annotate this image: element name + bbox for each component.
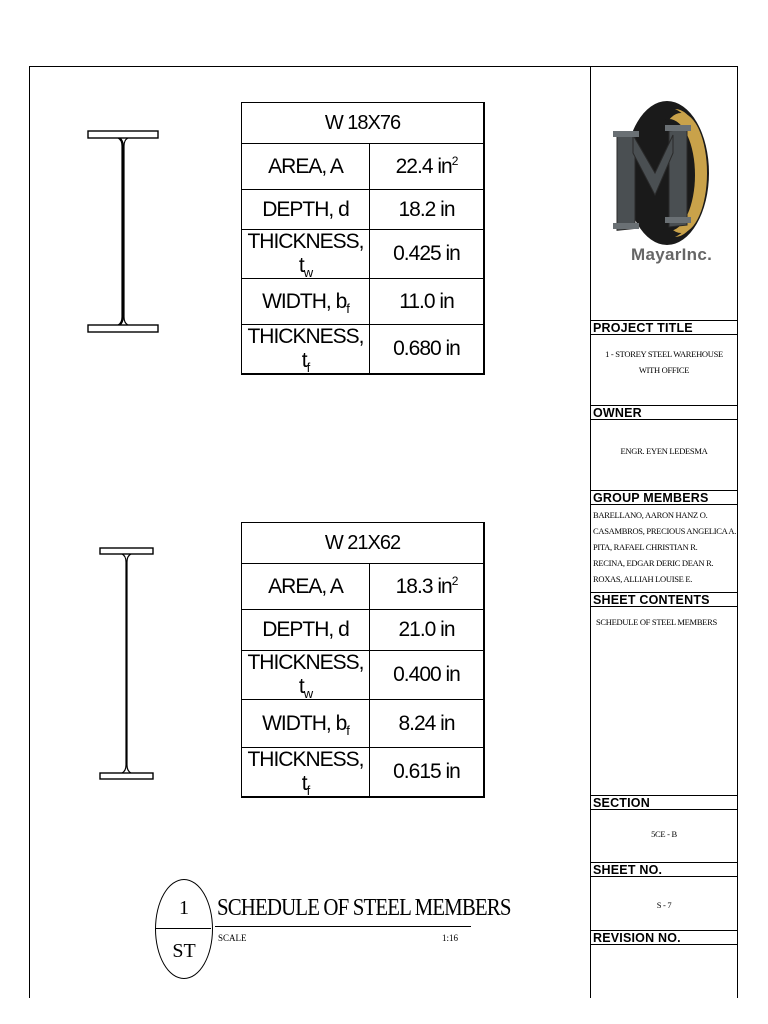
group-members-heading: GROUP MEMBERS bbox=[591, 490, 737, 505]
property-value: 18.3 $in^2$ bbox=[370, 564, 485, 610]
property-value: 21.0 in bbox=[370, 610, 485, 651]
group-member: RECINA, EDGAR DERIC DEAN R. bbox=[593, 558, 714, 568]
property-label: WIDTH, $b_f$ bbox=[242, 279, 370, 325]
section-value: 5CE - B bbox=[651, 829, 677, 839]
drawing-area bbox=[29, 67, 590, 998]
property-label: THICKNESS, $t_f$ bbox=[242, 748, 370, 798]
property-label: AREA, A bbox=[242, 144, 370, 190]
group-member: BARELLANO, AARON HANZ O. bbox=[593, 510, 708, 520]
property-label: AREA, A bbox=[242, 564, 370, 610]
project-title-line-2: WITH OFFICE bbox=[638, 365, 690, 375]
property-label: WIDTH, $b_f$ bbox=[242, 700, 370, 748]
property-label: THICKNESS, $t_w$ bbox=[242, 651, 370, 700]
drawing-title-underline bbox=[215, 926, 471, 927]
group-member: CASAMBROS, PRECIOUS ANGELICA A. bbox=[593, 526, 737, 536]
property-label: DEPTH, d bbox=[242, 610, 370, 651]
scale-value: 1:16 bbox=[442, 933, 459, 943]
logo-emblem-icon bbox=[611, 95, 715, 245]
property-value: 18.2 in bbox=[370, 190, 485, 230]
drawing-mark-divider bbox=[155, 928, 211, 929]
property-label: DEPTH, d bbox=[242, 190, 370, 230]
sheet-no-heading: SHEET NO. bbox=[591, 862, 737, 877]
section-table-2 bbox=[241, 522, 485, 798]
property-value: 0.425 in bbox=[370, 230, 485, 279]
property-label: THICKNESS, $t_w$ bbox=[242, 230, 370, 279]
drawing-mark-circle bbox=[155, 879, 213, 979]
property-label: THICKNESS, $t_f$ bbox=[242, 325, 370, 375]
owner-heading: OWNER bbox=[591, 405, 737, 420]
project-title-heading: PROJECT TITLE bbox=[591, 320, 737, 335]
company-name: MayarInc. bbox=[631, 245, 713, 264]
w-beam-profile-1 bbox=[87, 130, 159, 335]
drawing-mark-number: 1 bbox=[179, 897, 189, 919]
drawing-mark-sheet-code: ST bbox=[172, 940, 196, 962]
sheet-no-value: S - 7 bbox=[656, 900, 672, 910]
property-value: 11.0 in bbox=[370, 279, 485, 325]
section-designation: W 21X62 bbox=[242, 523, 485, 564]
drawing-title: SCHEDULE OF STEEL MEMBERS bbox=[217, 895, 511, 921]
section-heading: SECTION bbox=[591, 795, 737, 810]
project-title-line-1: 1 - STOREY STEEL WAREHOUSE bbox=[605, 349, 723, 359]
group-member: PITA, RAFAEL CHRISTIAN R. bbox=[593, 542, 698, 552]
title-block bbox=[591, 67, 737, 998]
revision-no-heading: REVISION NO. bbox=[591, 930, 737, 945]
scale-label: SCALE bbox=[218, 933, 247, 943]
w-beam-profile-2 bbox=[99, 547, 155, 783]
property-value: 0.680 in bbox=[370, 325, 485, 375]
property-value: 0.615 in bbox=[370, 748, 485, 798]
title-block-right-border bbox=[737, 67, 738, 998]
property-value: 22.4 $in^2$ bbox=[370, 144, 485, 190]
sheet-contents-heading: SHEET CONTENTS bbox=[591, 592, 737, 607]
group-member: ROXAS, ALLIAH LOUISE E. bbox=[593, 574, 693, 584]
section-table-1 bbox=[241, 102, 485, 375]
property-value: 0.400 in bbox=[370, 651, 485, 700]
section-designation: W 18X76 bbox=[242, 103, 485, 144]
drawing-sheet bbox=[29, 66, 738, 998]
owner-name: ENGR. EYEN LEDESMA bbox=[620, 446, 708, 456]
company-logo bbox=[611, 95, 715, 265]
sheet-contents-text: SCHEDULE OF STEEL MEMBERS bbox=[596, 617, 717, 627]
property-value: 8.24 in bbox=[370, 700, 485, 748]
